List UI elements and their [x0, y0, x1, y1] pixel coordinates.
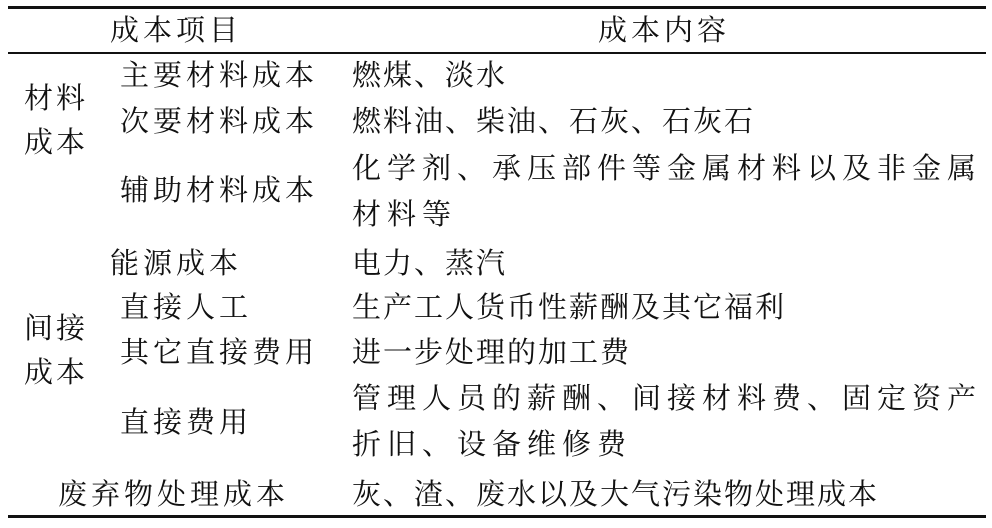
table-bottom-rule [8, 515, 986, 518]
row-item: 废弃物处理成本 [58, 477, 290, 511]
row-item: 能源成本 [110, 246, 243, 280]
row-item: 直接人工 [120, 290, 253, 324]
row-content: 管理人员的薪酬、间接材料费、固定资产折旧、设备维修费 [352, 381, 983, 461]
row-item: 其它直接费用 [120, 335, 319, 369]
table-top-rule [8, 6, 986, 9]
row-item: 主要材料成本 [120, 58, 319, 92]
row-item: 直接费用 [120, 405, 253, 439]
row-content: 燃料油、柴油、石灰、石灰石 [352, 104, 756, 138]
row-content: 电力、蒸汽 [352, 246, 508, 280]
row-item: 次要材料成本 [120, 104, 319, 138]
header-cost-item: 成本项目 [110, 13, 243, 47]
group-indirect-cost: 间接 成本 [24, 311, 89, 389]
header-rule [8, 52, 986, 54]
header-cost-content: 成本内容 [598, 13, 731, 47]
row-content: 生产工人货币性薪酬及其它福利 [352, 290, 787, 324]
row-content: 化学剂、承压部件等金属材料以及非金属材料等 [352, 151, 983, 231]
row-item: 辅助材料成本 [120, 173, 319, 207]
group-material-cost: 材料 成本 [24, 81, 89, 159]
row-content: 进一步处理的加工费 [352, 335, 632, 369]
row-content: 灰、渣、废水以及大气污染物处理成本 [352, 477, 880, 511]
row-content: 燃煤、淡水 [352, 58, 508, 92]
